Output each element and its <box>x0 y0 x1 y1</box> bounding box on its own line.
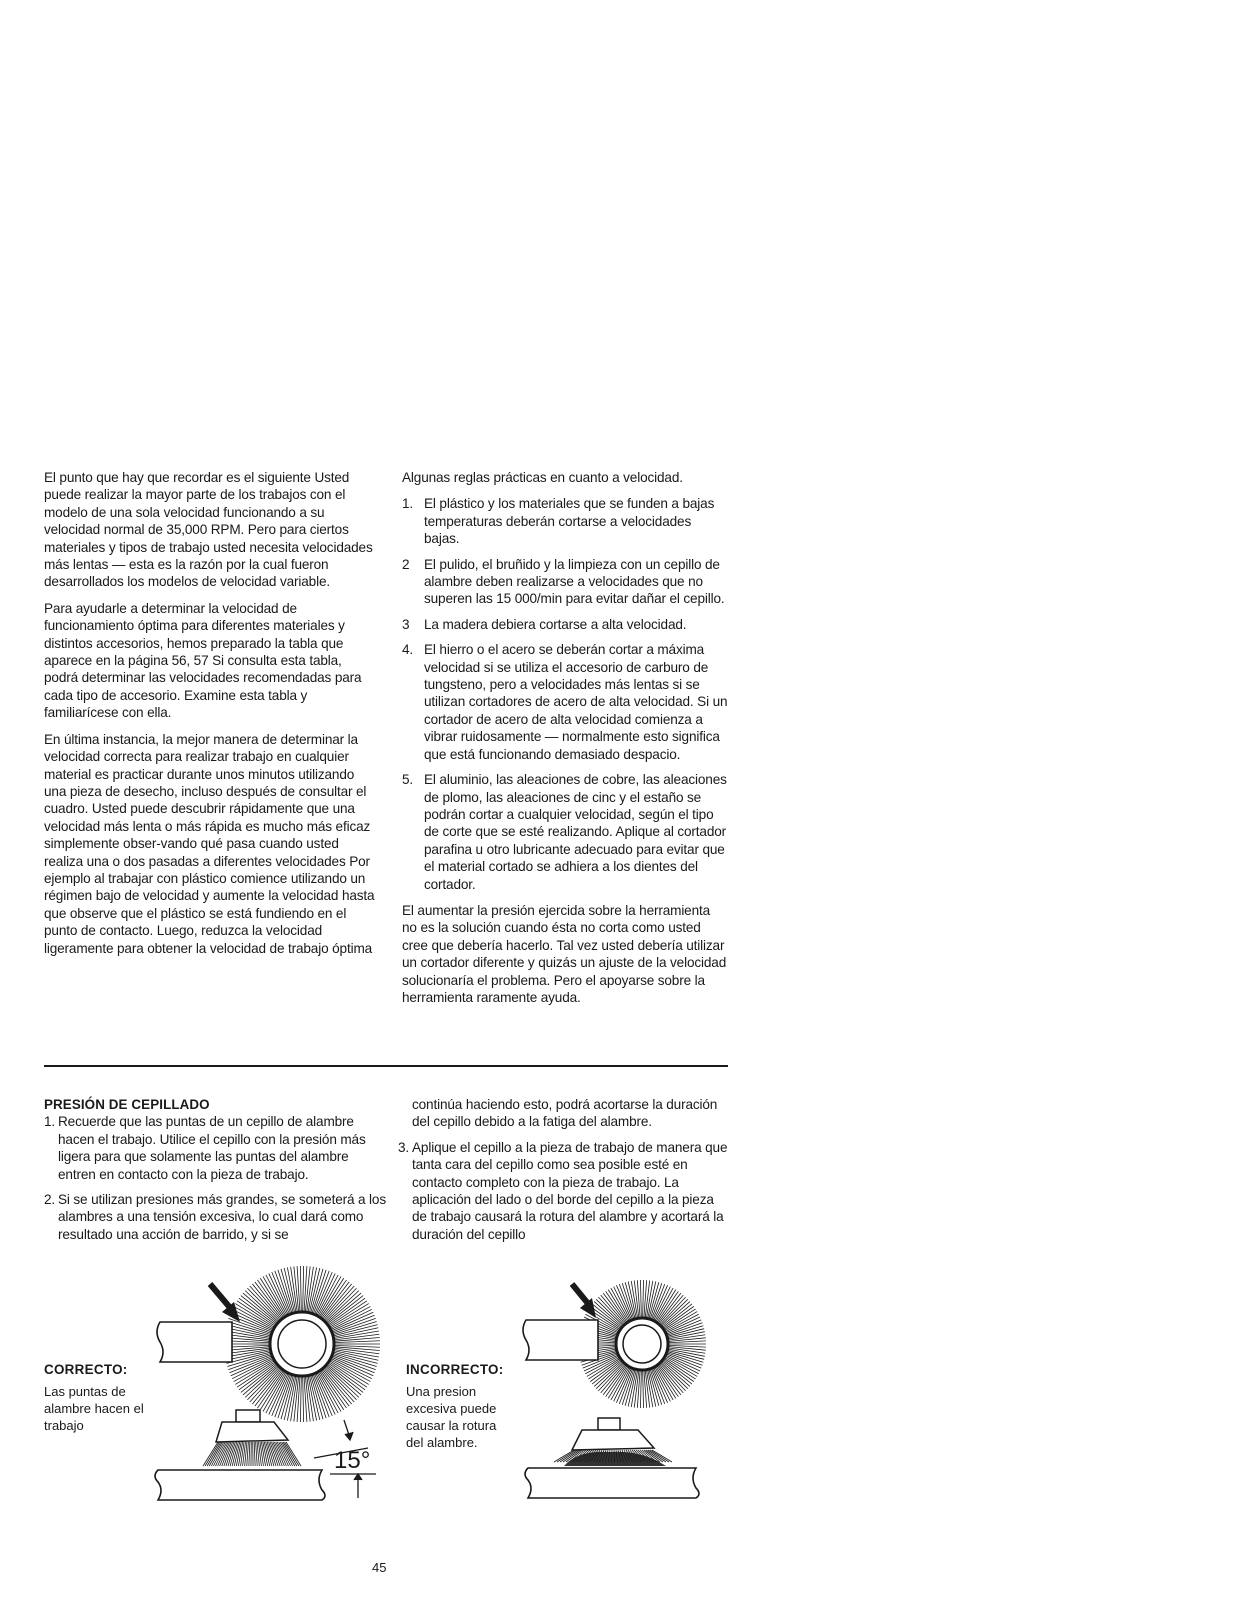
angle-label: 15° <box>334 1447 371 1474</box>
item-number: 4. <box>402 642 414 658</box>
section-divider <box>44 1065 728 1067</box>
paragraph: En última instancia, la mejor manera de determinar la velocidad correcta para realizar trabajo en cualquier material es practicar durante unos minutos utilizando una pieza de desecho, incluso después de consultar el cuadro. Usted puede descubrir rápidamente que una velocidad más lenta o más rápida es mucho más eficaz simplemente obser-vando qué pasa cuando usted realiza una o dos pasadas a diferentes velocidades Por ejemplo al trabajar con plástico comience utilizando un régimen bajo de velocidad y aumente la velocidad hasta que observe que el plástico se está fundiendo en el punto de contacto. Luego, reduzca la velocidad ligeramente para obtener la velocidad de trabajo óptima <box>44 731 375 956</box>
list-item <box>402 616 728 633</box>
page-number: 45 <box>372 1560 387 1575</box>
item-number: 3. <box>398 1139 410 1155</box>
list-item <box>402 495 728 547</box>
item-text: Aplique el cepillo a la pieza de trabajo de manera que tanta cara del cepillo como sea posible esté en contacto completo con la pieza de trabajo. La aplicación del lado o del borde del cepillo a la pieza de trabajo causará la rotura del alambre y acortará la duración del cepillo <box>412 1139 728 1242</box>
list-item <box>44 1191 386 1243</box>
cup-brush-icon <box>554 1418 672 1466</box>
left-column <box>44 469 376 966</box>
item-text: El hierro o el acero se deberán cortar a máxima velocidad si se utiliza el accesorio de carburo de tungsteno, pero a velocidades más lentas si se utilizan cortadores de acero de alta velocidad. Si un cortador de acero de alta velocidad comienza a vibrar ruidosamente — normalmente esto significa que está funcionando demasiado despacio. <box>424 642 728 762</box>
incorrect-brush-illustration <box>518 1262 718 1502</box>
paragraph: El punto que hay que recordar es el siguiente Usted puede realizar la mayor parte de los trabajos con el modelo de una sola velocidad funcionando a su velocidad normal de 35,000 RPM. Pero para ciertos materiales y tipos de trabajo usted necesita velocidades más lentas — esta es la razón por la cual fueron desarrollados los modelos de velocidad variable. <box>44 470 373 590</box>
list-item <box>402 771 728 893</box>
item-text: La madera debiera cortarse a alta velocidad. <box>424 616 687 632</box>
item-text: El plástico y los materiales que se funden a bajas temperaturas deberán cortarse a velocidades bajas. <box>424 496 715 547</box>
figure-caption-incorrect: Una presion excesiva puede causar la rotura del alambre. <box>406 1384 497 1450</box>
brush-section-right <box>398 1096 728 1251</box>
arrow-icon <box>210 1284 240 1322</box>
continuation-text: continúa haciendo esto, podrá acortarse la duración del cepillo debido a la fatiga del alambre. <box>412 1097 718 1130</box>
list-item <box>402 556 728 608</box>
speed-rules-list <box>402 495 728 893</box>
correct-brush-illustration <box>150 1262 390 1502</box>
work-surface-icon <box>155 1470 325 1500</box>
right-column <box>402 469 728 1015</box>
section-title: PRESIÓN DE CEPILLADO <box>44 1097 210 1112</box>
item-text: Recuerde que las puntas de un cepillo de alambre hacen el trabajo. Utilice el cepillo con la presión más ligera para que solamente las puntas del alambre entren en contacto con la pieza de trabajo. <box>58 1114 366 1182</box>
item-text: Si se utilizan presiones más grandes, se someterá a los alambres a una tensión excesiva, lo cual dará como resultado una acción de barrido, y si se <box>58 1192 386 1242</box>
list-item <box>398 1139 728 1243</box>
item-number: 1. <box>402 496 414 512</box>
workpiece-icon <box>157 1322 232 1362</box>
work-surface-icon <box>525 1468 699 1498</box>
item-number: 3 <box>402 616 410 632</box>
item-text: El aluminio, las aleaciones de cobre, las aleaciones de plomo, las aleaciones de cinc y el estaño se podrán cortar a cualquier velocidad, según el tipo de corte que se esté realizando. Aplique al cortador parafina u otro lubricante adecuado para evitar que el material cortado se adhiera a los dientes del cortador. <box>424 772 727 892</box>
list-item <box>44 1113 386 1183</box>
figure-label-correct: CORRECTO: <box>44 1362 128 1377</box>
item-text: El pulido, el bruñido y la limpieza con un cepillo de alambre deben realizarse a velocidades que no superen las 15 000/min para evitar dañar el cepillo. <box>424 556 725 607</box>
workpiece-icon <box>523 1320 598 1360</box>
arrow-icon <box>572 1284 596 1318</box>
brush-section-left <box>44 1096 386 1251</box>
item-number: 1. <box>44 1114 56 1130</box>
item-number: 2 <box>402 556 410 572</box>
item-number: 5. <box>402 772 414 788</box>
cup-brush-icon <box>203 1410 301 1466</box>
paragraph: Para ayudarle a determinar la velocidad de funcionamiento óptima para diferentes materiales y distintos accesorios, hemos preparado la tabla que aparece en la página 56, 57 Si consulta esta tabla, podrá determinar las velocidades recomendadas para cada tipo de accesorio. Examine esta tabla y familiarícese con ella. <box>44 600 362 721</box>
closing-paragraph: El aumentar la presión ejercida sobre la herramienta no es la solución cuando ésta no corta como usted cree que debería hacerlo. Tal vez usted debería utilizar un cortador diferente y quizás un ajuste de la velocidad solucionaría el problema. Pero el apoyarse sobre la herramienta raramente ayuda. <box>402 902 727 1005</box>
brush-list <box>44 1113 386 1243</box>
figure-label-incorrect: INCORRECTO: <box>406 1362 504 1377</box>
list-item <box>402 641 728 763</box>
figure-caption-correct: Las puntas de alambre hacen el trabajo <box>44 1384 144 1433</box>
wire-wheel-icon <box>224 1266 380 1422</box>
item-number: 2. <box>44 1192 56 1208</box>
brush-list-continued <box>398 1139 728 1243</box>
rules-intro: Algunas reglas prácticas en cuanto a velocidad. <box>402 470 683 485</box>
